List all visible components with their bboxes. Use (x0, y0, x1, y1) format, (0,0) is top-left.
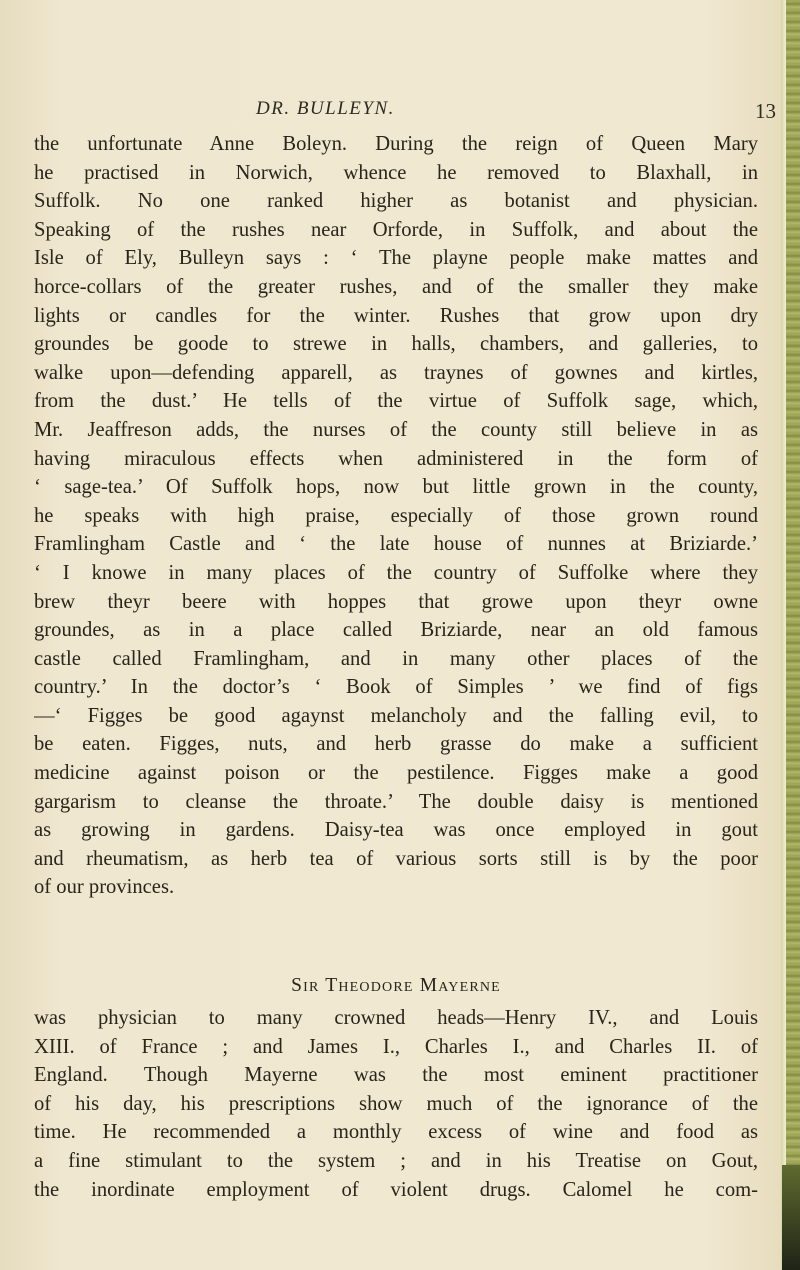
text-line: Mr. Jeaffreson adds, the nurses of the county still believe in as (34, 418, 758, 441)
text-line: from the dust.’ He tells of the virtue of Suffolk sage, which, (34, 390, 758, 413)
text-line: horce-collars of the greater rushes, and of the smaller they make (34, 275, 758, 298)
text-line: the inordinate employment of violent drugs. Calomel he com- (34, 1178, 758, 1201)
book-edge-highlight (781, 0, 786, 1270)
text-line: —‘ Figges be good agaynst melancholy and the falling evil, to (34, 704, 758, 727)
text-line: country.’ In the doctor’s ‘ Book of Simples ’ we find of figs (34, 676, 758, 699)
text-line: Speaking of the rushes near Orforde, in Suffolk, and about the (34, 218, 758, 241)
text-line: was physician to many crowned heads—Henry IV., and Louis (34, 1007, 758, 1029)
body-text-section-2 (34, 1004, 758, 1204)
page-number: 13 (755, 99, 776, 123)
text-line: brew theyr beere with hoppes that growe upon theyr owne (34, 590, 758, 613)
text-line: he practised in Norwich, whence he removed to Blaxhall, in (34, 161, 758, 184)
text-line: lights or candles for the winter. Rushes that grow upon dry (34, 304, 758, 327)
book-edge-shadow (782, 1165, 800, 1270)
text-line: England. Though Mayerne was the most eminent practitioner (34, 1064, 758, 1087)
text-line: gargarism to cleanse the throate.’ The double daisy is mentioned (34, 790, 758, 813)
text-line: he speaks with high praise, especially of those grown round (34, 504, 758, 527)
text-line: Isle of Ely, Bulleyn says : ‘ The playne people make mattes and (34, 247, 758, 270)
text-line: be eaten. Figges, nuts, and herb grasse do make a sufficient (34, 733, 758, 756)
text-line: time. He recommended a monthly excess of wine and food as (34, 1121, 758, 1144)
running-title: DR. BULLEYN. (256, 98, 395, 119)
body-text-section-1 (34, 130, 758, 902)
text-line: Framlingham Castle and ‘ the late house of nunnes at Briziarde.’ (34, 533, 758, 556)
text-line: and rheumatism, as herb tea of various sorts still is by the poor (34, 847, 758, 870)
text-line: of his day, his prescriptions show much of the ignorance of the (34, 1092, 758, 1115)
text-line: groundes be goode to strewe in halls, chambers, and galleries, to (34, 333, 758, 356)
text-line: of our provinces. (34, 876, 175, 899)
text-line: XIII. of France ; and James I., Charles I., and Charles II. of (34, 1035, 758, 1058)
section-heading: Sir Theodore Mayerne (291, 975, 501, 996)
text-line: medicine against poison or the pestilence. Figges make a good (34, 762, 758, 785)
text-line: ‘ sage-tea.’ Of Suffolk hops, now but little grown in the county, (34, 476, 758, 499)
text-line: the unfortunate Anne Boleyn. During the reign of Queen Mary (34, 133, 758, 155)
text-line: walke upon—defending apparell, as traynes of gownes and kirtles, (34, 361, 758, 384)
text-line: having miraculous effects when administered in the form of (34, 447, 758, 470)
text-line: a fine stimulant to the system ; and in his Treatise on Gout, (34, 1149, 758, 1172)
text-line: Suffolk. No one ranked higher as botanist and physician. (34, 190, 758, 213)
text-line: castle called Framlingham, and in many other places of the (34, 647, 758, 670)
text-line: as growing in gardens. Daisy-tea was once employed in gout (34, 819, 758, 842)
text-line: ‘ I knowe in many places of the country of Suffolke where they (34, 561, 758, 584)
text-line: groundes, as in a place called Briziarde, near an old famous (34, 619, 758, 642)
